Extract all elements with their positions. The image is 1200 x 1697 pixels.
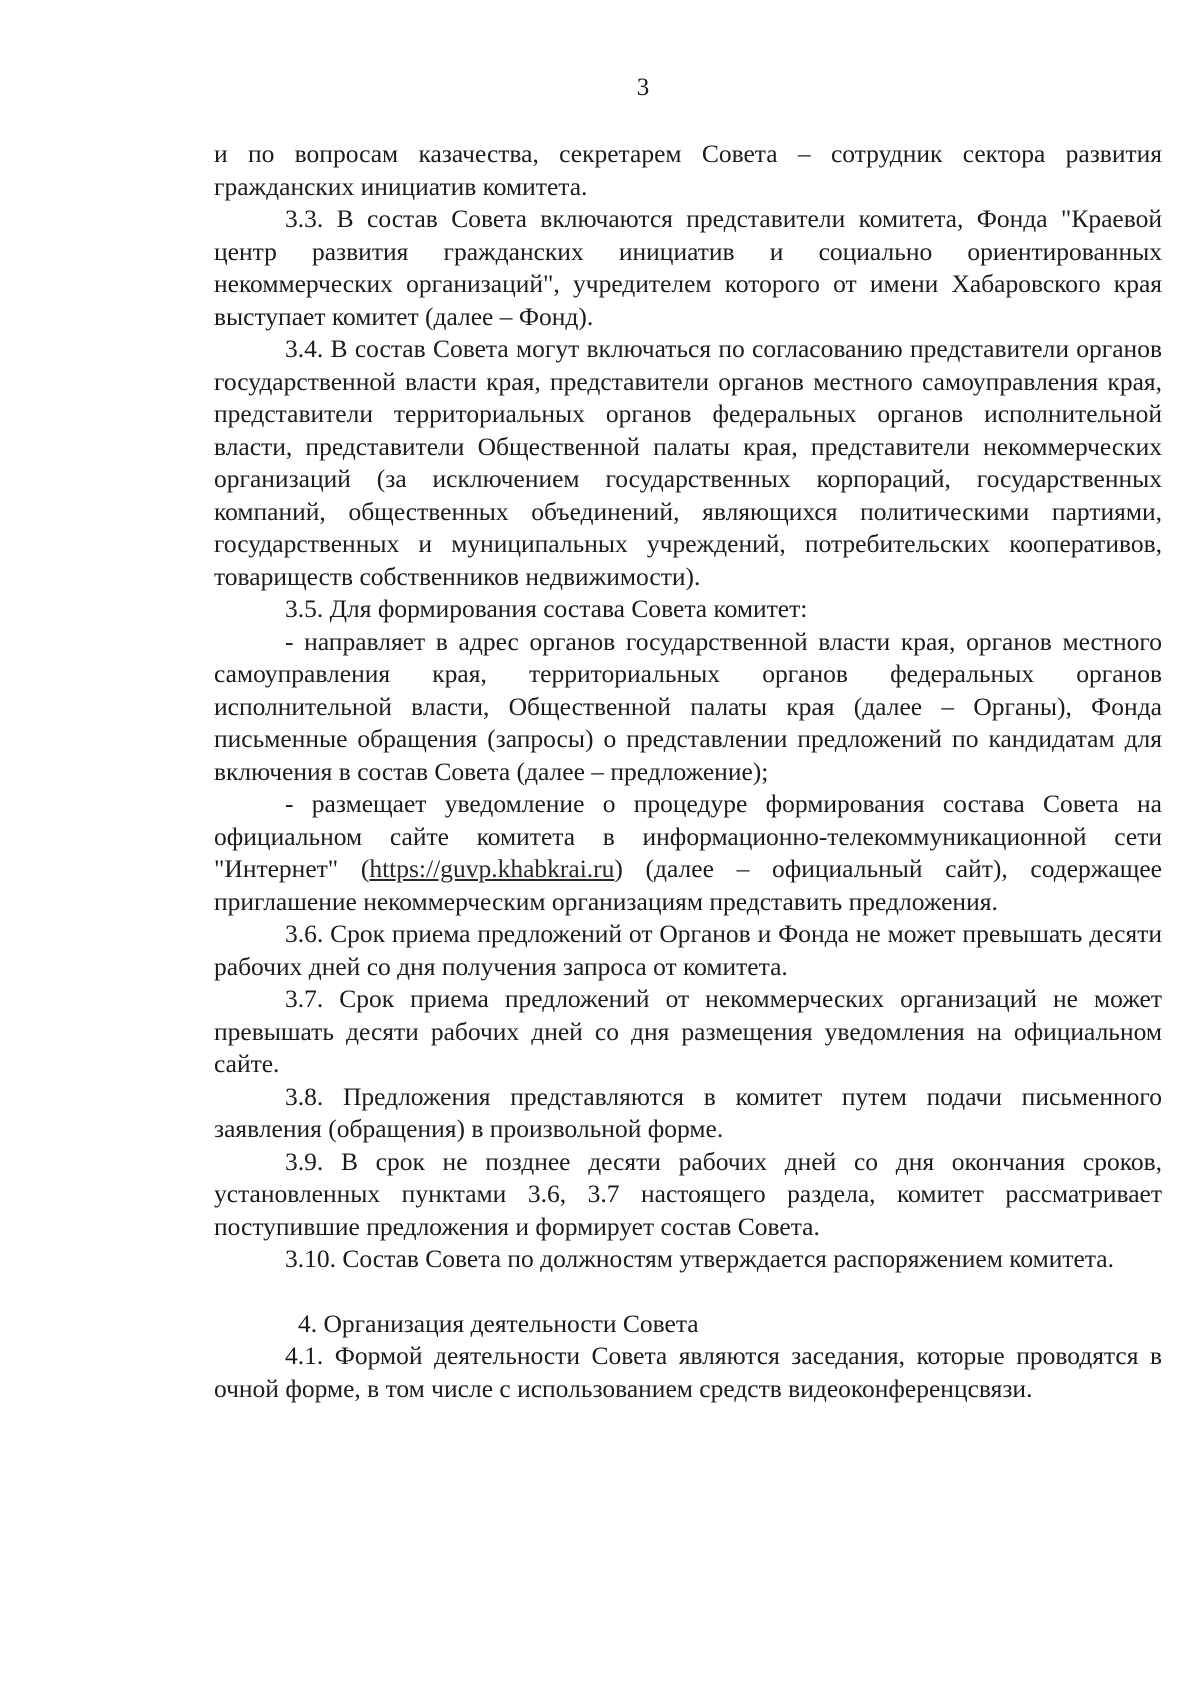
item-2-text-before: - размещает уведомление о процедуре формирования состава Совета на официальном сайте комитета в информационно-телекоммуникационной сети "Интернет" ( <box>214 789 1162 883</box>
paragraph-3-8: 3.8. Предложения представляются в комитет путем подачи письменного заявления (обращения) в произвольной форме. <box>214 1081 1162 1143</box>
paragraph-4-1: 4.1. Формой деятельности Совета являются заседания, которые проводятся в очной форме, в том числе с использованием средств видеоконференцсвязи. <box>214 1341 1162 1403</box>
paragraph-3-3: 3.3. В состав Совета включаются представители комитета, Фонда "Краевой центр развития гражданских инициатив и социально ориентированных некоммерческих организаций", учредителем которого от имени Хабаровского края выступает комитет (далее – Фонд). <box>214 204 1162 331</box>
item-2-text-after: ) (далее – официальный сайт), содержащее приглашение некоммерческим организациям представить предложения. <box>214 854 1162 916</box>
paragraph-3-9: 3.9. В срок не позднее десяти рабочих дней со дня окончания сроков, установленных пунктами 3.6, 3.7 настоящего раздела, комитет рассматривает поступившие предложения и формирует состав Совета. <box>214 1146 1162 1241</box>
paragraph-3-7: 3.7. Срок приема предложений от некоммерческих организаций не может превышать десяти рабочих дней со дня размещения уведомления на официальном сайте. <box>214 984 1162 1078</box>
paragraph-continuation: и по вопросам казачества, секретарем Совета – сотрудник сектора развития гражданских инициатив комитета. <box>214 139 1162 201</box>
paragraph-3-6: 3.6. Срок приема предложений от Органов и Фонда не может превышать десяти рабочих дней со дня получения запроса от комитета. <box>214 919 1162 981</box>
section-4-heading: 4. Организация деятельности Совета <box>298 1308 699 1338</box>
paragraph-3-5: 3.5. Для формирования состава Совета комитет: <box>285 594 808 623</box>
page-number: 3 <box>636 74 650 101</box>
official-site-link[interactable]: https://guvp.khabkrai.ru <box>369 854 615 883</box>
paragraph-3-4: 3.4. В состав Совета могут включаться по согласованию представители органов государственной власти края, представители органов местного самоуправления края, представители территориальных органов федеральных органов исполнительной власти, представители Общественной палаты края, представители некоммерческих организаций (за исключением государственных корпораций, государственных компаний, общественных объединений, являющихся политическими партиями, государственных и муниципальных учреждений, потребительских кооперативов, товариществ собственников недвижимости). <box>214 334 1162 591</box>
paragraph-3-5-item-1: - направляет в адрес органов государственной власти края, органов местного самоуправления края, территориальных органов федеральных органов исполнительной власти, Общественной палаты края (далее – Органы), Фонда письменные обращения (запросы) о представлении предложений по кандидатам для включения в состав Совета (далее – предложение); <box>214 626 1162 786</box>
document-body <box>214 138 1162 1405</box>
paragraph-3-10: 3.10. Состав Совета по должностям утверждается распоряжением комитета. <box>285 1244 1114 1273</box>
paragraph-3-5-item-2 <box>214 788 1162 918</box>
